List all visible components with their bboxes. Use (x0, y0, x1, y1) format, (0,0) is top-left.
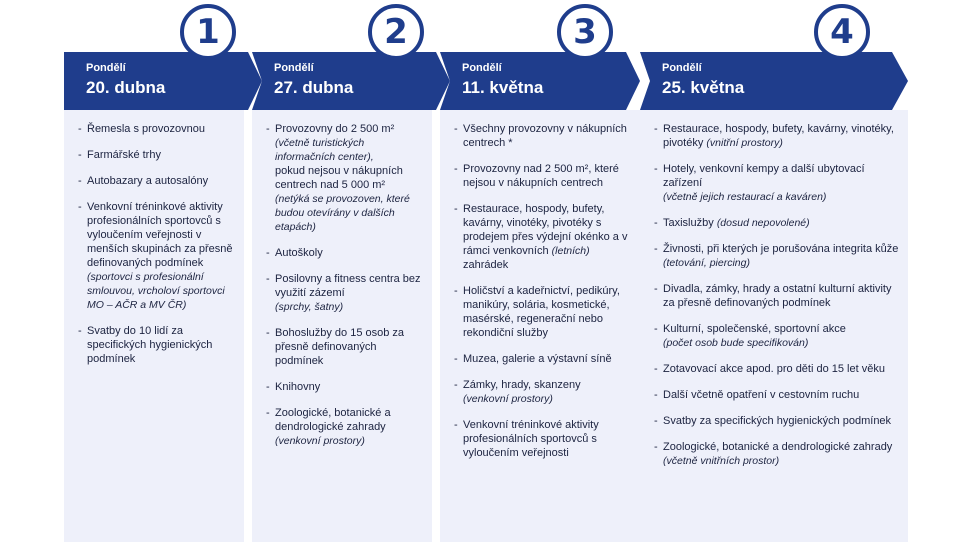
list-item: - Divadla, zámky, hrady a ostatní kulturní aktivity za přesně definovaných podmínek (654, 282, 902, 310)
list-item: - Zoologické, botanické a dendrologické zahrady (venkovní prostory) (266, 406, 426, 448)
list-item: - Zotavovací akce apod. pro děti do 15 let věku (654, 362, 902, 376)
phase-panel (64, 110, 244, 542)
list-item: - Provozovny nad 2 500 m², které nejsou v nákupních centrech (454, 162, 634, 190)
phase-number-badge: 2 (368, 4, 424, 60)
phase-date: 11. května (462, 78, 544, 97)
list-item: - Všechny provozovny v nákupních centrech * (454, 122, 634, 150)
phase-banner (252, 52, 450, 110)
phase-panel (640, 110, 908, 542)
phase-number-badge: 4 (814, 4, 870, 60)
list-item: - Taxislužby (dosud nepovolené) (654, 216, 902, 230)
phase-banner (440, 52, 640, 110)
list-item: - Autoškoly (266, 246, 426, 260)
list-item: - Knihovny (266, 380, 426, 394)
list-item: - Restaurace, hospody, bufety, kavárny, vinotéky, pivotéky (vnitřní prostory) (654, 122, 902, 150)
phase-item-list (454, 122, 634, 460)
phase-banner (640, 52, 908, 110)
list-item: - Posilovny a fitness centra bez využití zázemí (sprchy, šatny) (266, 272, 426, 314)
list-item: - Provozovny do 2 500 m² (včetně turistických informačních center), pokud nejsou v nákupních centrech nad 5 000 m² (netýká se provozoven, které budou otevírány v dalších etapách) (266, 122, 426, 234)
list-item: - Zámky, hrady, skanzeny (venkovní prostory) (454, 378, 634, 406)
phase-day: Pondělí (86, 62, 126, 74)
list-item: - Řemesla s provozovnou (78, 122, 238, 136)
list-item: - Farmářské trhy (78, 148, 238, 162)
phase-number-badge: 3 (557, 4, 613, 60)
phase-date: 20. dubna (86, 78, 166, 97)
phase-day: Pondělí (662, 62, 702, 74)
list-item: - Venkovní tréninkové aktivity profesionálních sportovců s vyloučením veřejnosti (454, 418, 634, 460)
phase-day: Pondělí (462, 62, 502, 74)
list-item: - Živnosti, při kterých je porušována integrita kůže (tetování, piercing) (654, 242, 902, 270)
list-item: - Svatby do 10 lidí za specifických hygienických podmínek (78, 324, 238, 366)
list-item: - Muzea, galerie a výstavní síně (454, 352, 634, 366)
phase-number-badge: 1 (180, 4, 236, 60)
phase-item-list (266, 122, 426, 448)
list-item: - Další včetně opatření v cestovním ruchu (654, 388, 902, 402)
phase-date: 25. května (662, 78, 745, 97)
list-item: - Restaurace, hospody, bufety, kavárny, vinotéky, pivotéky s prodejem přes výdejní okénko a v rámci venkovních (letních) zahrádek (454, 202, 634, 272)
list-item: - Venkovní tréninkové aktivity profesionálních sportovců s vyloučením veřejnosti v menších skupinách za přesně definovaných podmínek (sportovci s profesionální smlouvou, vrcholoví sportovci MO – AČR a MV ČR) (78, 200, 238, 312)
list-item: - Holičství a kadeřnictví, pedikúry, manikúry, solária, kosmetické, masérské, regenerační nebo rekondiční služby (454, 284, 634, 340)
list-item: - Zoologické, botanické a dendrologické zahrady (včetně vnitřních prostor) (654, 440, 902, 468)
phase-item-list (78, 122, 238, 366)
phase-item-list (654, 122, 902, 468)
phase-panel (440, 110, 640, 542)
phase-banner (64, 52, 262, 110)
list-item: - Svatby za specifických hygienických podmínek (654, 414, 902, 428)
list-item: - Autobazary a autosalóny (78, 174, 238, 188)
phase-date: 27. dubna (274, 78, 354, 97)
list-item: - Kulturní, společenské, sportovní akce (počet osob bude specifikován) (654, 322, 902, 350)
phase-panel (252, 110, 432, 542)
phase-day: Pondělí (274, 62, 314, 74)
list-item: - Bohoslužby do 15 osob za přesně definovaných podmínek (266, 326, 426, 368)
list-item: - Hotely, venkovní kempy a další ubytovací zařízení (včetně jejich restaurací a kaváren) (654, 162, 902, 204)
